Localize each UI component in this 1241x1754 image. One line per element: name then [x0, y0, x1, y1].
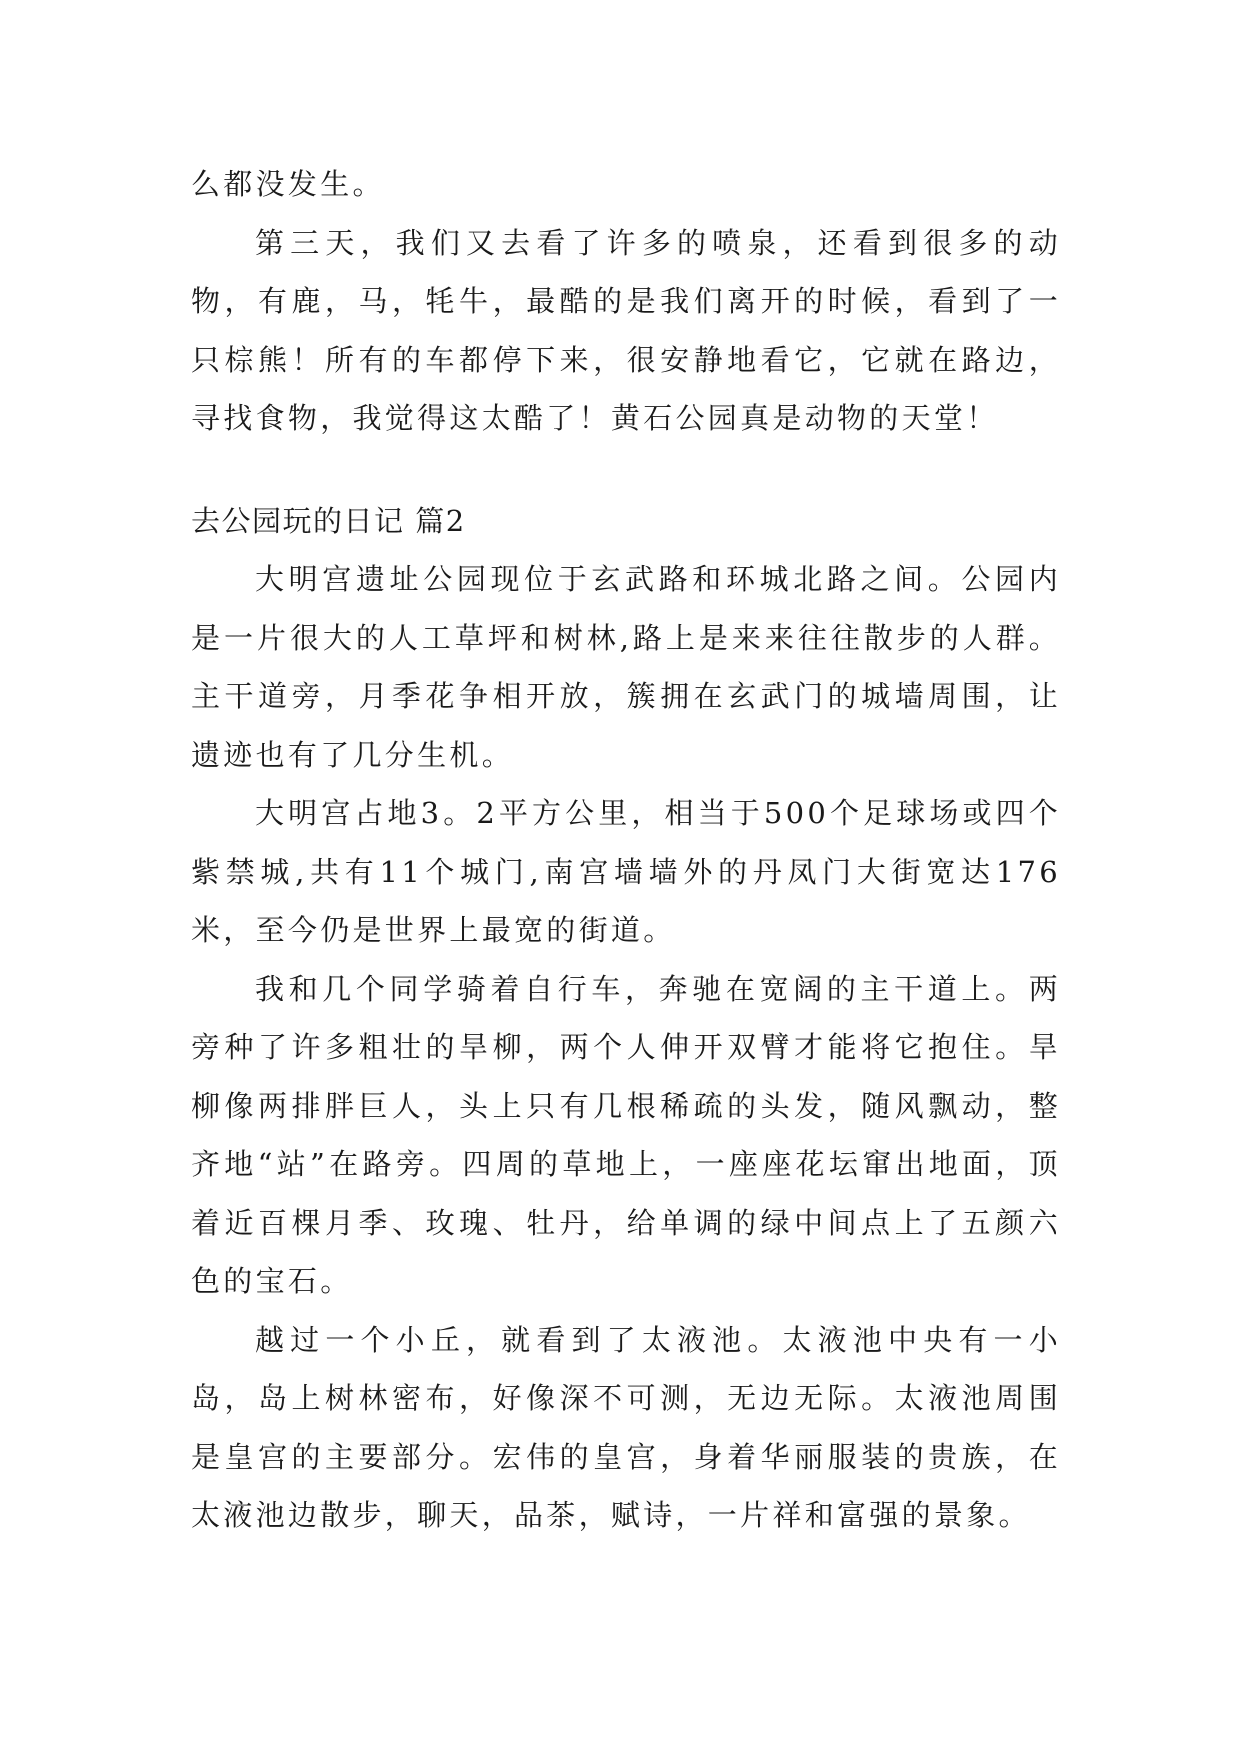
document-page [191, 155, 1061, 1545]
paragraph-day-three: 第三天，我们又去看了许多的喷泉，还看到很多的动物，有鹿，马，牦牛，最酷的是我们离开的时候，看到了一只棕熊！所有的车都停下来，很安静地看它，它就在路边，寻找食物，我觉得这太酷了！黄石公园真是动物的天堂！ [191, 225, 1061, 435]
paragraph-park-location: 大明宫遗址公园现位于玄武路和环城北路之间。公园内是一片很大的人工草坪和树林,路上是来来往往散步的人群。主干道旁，月季花争相开放，簇拥在玄武门的城墙周围，让遗迹也有了几分生机。 [191, 562, 1061, 772]
paragraph-palace-area: 大明宫占地3。2平方公里，相当于500个足球场或四个紫禁城,共有11个城门,南宫墙墙外的丹凤门大街宽达176米，至今仍是世界上最宽的街道。 [191, 796, 1061, 947]
continuation-text: 么都没发生。 [191, 167, 385, 201]
paragraph-cycling: 我和几个同学骑着自行车，奔驰在宽阔的主干道上。两旁种了许多粗壮的旱柳，两个人伸开双臂才能将它抱住。旱柳像两排胖巨人，头上只有几根稀疏的头发，随风飘动，整齐地“站”在路旁。四周的草地上，一座座花坛窜出地面，顶着近百棵月季、玫瑰、牡丹，给单调的绿中间点上了五颜六色的宝石。 [191, 971, 1061, 1298]
section-heading: 去公园玩的日记 篇2 [191, 503, 466, 538]
paragraph-taiye-pool: 越过一个小丘，就看到了太液池。太液池中央有一小岛，岛上树林密布，好像深不可测，无边无际。太液池周围是皇宫的主要部分。宏伟的皇宫，身着华丽服装的贵族，在太液池边散步，聊天，品茶，赋诗，一片祥和富强的景象。 [191, 1322, 1061, 1532]
